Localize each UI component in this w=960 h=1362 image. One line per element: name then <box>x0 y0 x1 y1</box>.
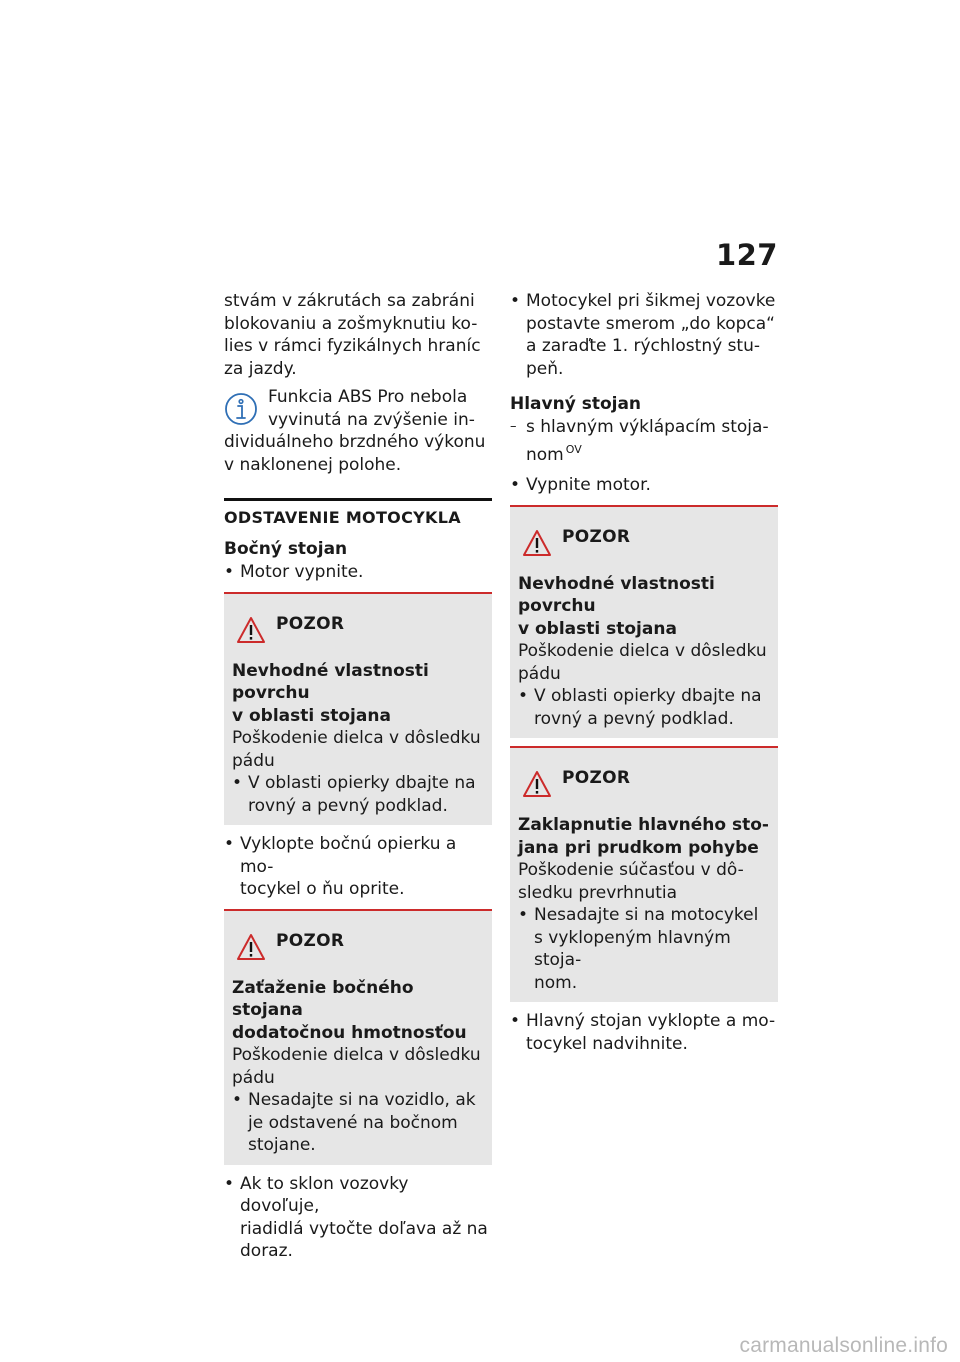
text-line: sledku prevrhnutia <box>518 882 678 903</box>
list-item <box>518 904 770 994</box>
text-line: riadidlá vytočte doľava až na <box>240 1218 488 1239</box>
sub-title-main-stand: Hlavný stojan <box>510 394 642 414</box>
text-line: Poškodenie dielca v dôsledku <box>232 728 481 748</box>
text-line: v oblasti stojana <box>518 618 677 639</box>
text-line: Poškodenie dielca v dôsledku <box>232 1045 481 1065</box>
text-line: • Nesadajte si na vozidlo, ak <box>248 1090 476 1110</box>
warning-title <box>518 814 770 859</box>
list-item <box>232 1089 484 1157</box>
warning-title <box>232 660 484 728</box>
text-line: nom. <box>534 972 578 993</box>
info-line: v naklonenej polohe. <box>224 454 402 475</box>
warning-triangle-icon <box>522 770 552 798</box>
warning-text <box>518 640 770 685</box>
watermark: carmanualsonline.info <box>739 1334 948 1357</box>
text-line: s vyklopeným hlavným stoja- <box>534 927 731 970</box>
text-line: postavte smerom „do kopca“ <box>526 313 775 334</box>
left-column <box>224 290 492 1263</box>
text-line: rovný a pevný podklad. <box>248 795 448 816</box>
warning-box <box>224 592 492 826</box>
warning-text <box>232 1044 484 1089</box>
warning-label: POZOR <box>276 613 345 634</box>
list-item <box>518 685 770 730</box>
right-column <box>510 290 778 1055</box>
text-line: dodatočnou hmotnosťou <box>232 1022 467 1043</box>
text-line: pádu <box>518 663 561 684</box>
option-superscript: OV <box>565 442 582 456</box>
page-number: 127 <box>715 238 778 272</box>
text-line: • V oblasti opierky dbajte na <box>248 773 476 793</box>
text-line: a zaraďte 1. rýchlostný stu- <box>526 336 760 356</box>
text-fragment: nom <box>526 444 564 465</box>
text-line: pádu <box>232 750 275 771</box>
text-line: v oblasti stojana <box>232 705 391 726</box>
text-line: Zaklapnutie hlavného sto- <box>518 815 769 835</box>
list-item <box>232 772 484 817</box>
text-line: • Motocykel pri šikmej vozovke <box>526 291 776 311</box>
warning-label: POZOR <box>562 768 631 788</box>
text-line <box>526 439 778 467</box>
warning-title <box>518 573 770 641</box>
warning-box <box>510 746 778 1002</box>
text-line: Poškodenie dielca v dôsledku <box>518 641 767 661</box>
section-title: ODSTAVENIE MOTOCYKLA <box>224 498 492 531</box>
text-line: doraz. <box>240 1241 293 1261</box>
text-line: tocykel o ňu oprite. <box>240 879 405 899</box>
warning-text <box>232 727 484 772</box>
text-line: Nevhodné vlastnosti povrchu <box>232 660 429 703</box>
list-item <box>510 1010 778 1055</box>
text-line: pádu <box>232 1067 275 1088</box>
warning-triangle-icon <box>236 616 266 644</box>
warning-triangle-icon <box>236 933 266 961</box>
sub-title-side-stand: Bočný stojan <box>224 539 348 559</box>
list-item-dash <box>510 416 778 466</box>
info-icon <box>224 392 258 426</box>
list-item <box>224 833 492 901</box>
list-item: • Motor vypnite. <box>224 561 492 584</box>
warning-text <box>518 859 770 904</box>
intro-paragraph <box>224 290 492 380</box>
text-line: za jazdy. <box>224 358 297 379</box>
text-line: rovný a pevný podklad. <box>534 708 734 729</box>
text-line: je odstavené na bočnom <box>248 1112 458 1133</box>
info-line: vyvinutá na zvýšenie in- <box>268 409 475 430</box>
warning-label: POZOR <box>276 930 345 951</box>
text-line: – s hlavným výklápacím stoja- <box>526 417 769 437</box>
text-line: jana pri prudkom pohybe <box>518 837 759 858</box>
list-item <box>224 1173 492 1263</box>
warning-triangle-icon <box>522 529 552 557</box>
info-note <box>224 386 492 476</box>
text-line: • Nesadajte si na motocykel <box>534 905 759 925</box>
text-line: • V oblasti opierky dbajte na <box>534 686 762 706</box>
warning-box <box>224 909 492 1165</box>
text-line: stojane. <box>248 1135 316 1155</box>
text-line: peň. <box>526 358 564 379</box>
text-line: Nevhodné vlastnosti povrchu <box>518 573 715 616</box>
text-line: lies v rámci fyzikálnych hraníc <box>224 336 481 356</box>
text-line: blokovaniu a zošmyknutiu ko- <box>224 313 478 334</box>
list-item <box>510 290 778 380</box>
warning-box <box>510 505 778 739</box>
warning-title <box>232 977 484 1045</box>
text-line: stvám v zákrutách sa zabráni <box>224 291 475 311</box>
warning-label: POZOR <box>562 526 631 547</box>
info-line: Funkcia ABS Pro nebola <box>268 387 468 407</box>
info-line: dividuálneho brzdného výkonu <box>224 432 486 452</box>
list-item: • Vypnite motor. <box>510 474 778 497</box>
text-line: • Ak to sklon vozovky dovoľuje, <box>240 1173 409 1216</box>
text-line: • Hlavný stojan vyklopte a mo- <box>526 1011 776 1031</box>
text-line: • Vyklopte bočnú opierku a mo- <box>240 834 457 877</box>
text-line: tocykel nadvihnite. <box>526 1033 688 1054</box>
text-line: Poškodenie súčasťou v dô- <box>518 860 744 880</box>
text-line: Zaťaženie bočného stojana <box>232 977 414 1020</box>
